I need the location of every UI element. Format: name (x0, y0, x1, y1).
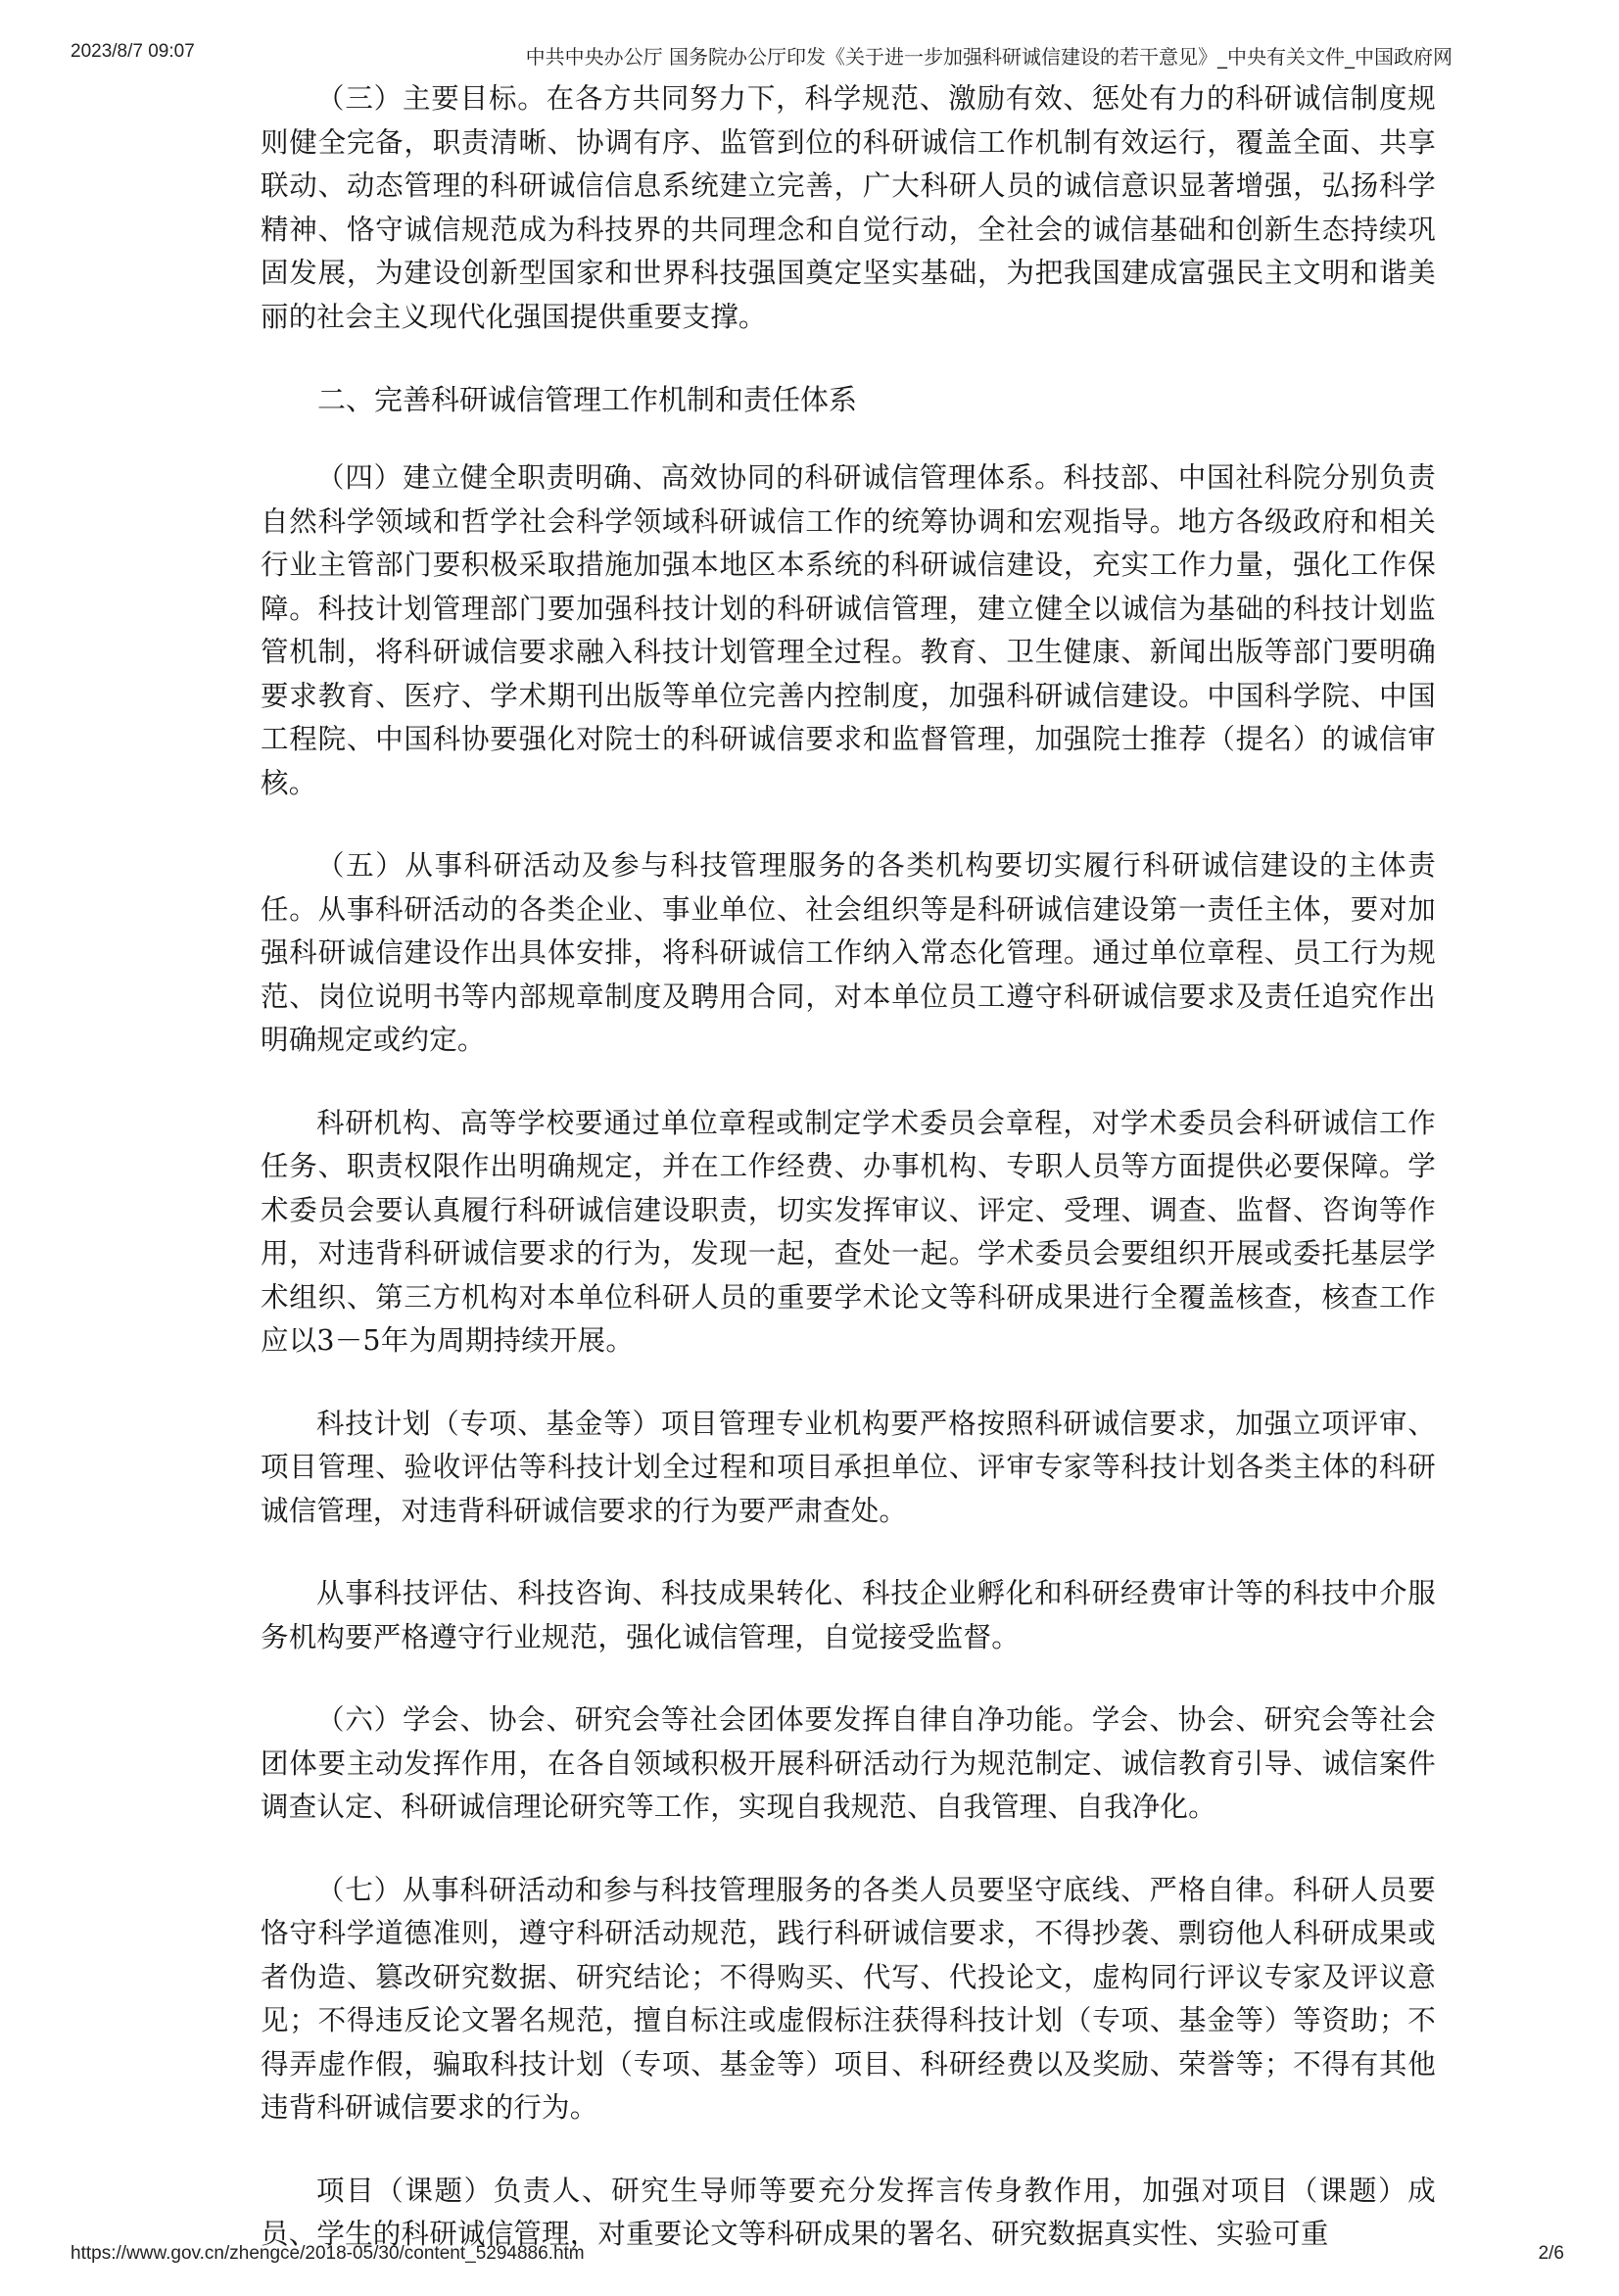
print-datetime: 2023/8/7 09:07 (71, 41, 195, 62)
paragraph-management-system: （四）建立健全职责明确、高效协同的科研诚信管理体系。科技部、中国社科院分别负责自然科学领域和哲学社会科学领域科研诚信工作的统筹协调和宏观指导。地方各级政府和相关行业主管部门要积极采取措施加强本地区本系统的科研诚信建设，充实工作力量，强化工作保障。科技计划管理部门要加强科技计划的科研诚信管理，建立健全以诚信为基础的科技计划监管机制，将科研诚信要求融入科技计划管理全过程。教育、卫生健康、新闻出版等部门要明确要求教育、医疗、学术期刊出版等单位完善内控制度，加强科研诚信建设。中国科学院、中国工程院、中国科协要强化对院士的科研诚信要求和监督管理，加强院士推荐（提名）的诚信审核。 (261, 461, 1436, 799)
section-heading: 二、完善科研诚信管理工作机制和责任体系 (317, 383, 858, 416)
article-body (261, 77, 1436, 2296)
paragraph-project-leaders: 项目（课题）负责人、研究生导师等要充分发挥言传身教作用，加强对项目（课题）成员、学生的科研诚信管理，对重要论文等科研成果的署名、研究数据真实性、实验可重 (261, 2174, 1436, 2250)
paragraph-intermediary-services: 从事科技评估、科技咨询、科技成果转化、科技企业孵化和科研经费审计等的科技中介服务机构要严格遵守行业规范，强化诚信管理，自觉接受监督。 (261, 1577, 1436, 1653)
page-number: 2/6 (1538, 2243, 1564, 2264)
print-page-title: 中共中央办公厅 国务院办公厅印发《关于进一步加强科研诚信建设的若干意见》_中央有关文件_中国政府网 (525, 45, 1452, 69)
print-url: https://www.gov.cn/zhengce/2018-05/30/content_5294886.htm (71, 2243, 585, 2264)
paragraph-academic-committee: 科研机构、高等学校要通过单位章程或制定学术委员会章程，对学术委员会科研诚信工作任务、职责权限作出明确规定，并在工作经费、办事机构、专职人员等方面提供必要保障。学术委员会要认真履行科研诚信建设职责，切实发挥审议、评定、受理、调查、监督、咨询等作用，对违背科研诚信要求的行为，发现一起，查处一起。学术委员会要组织开展或委托基层学术组织、第三方机构对本单位科研人员的重要学术论文等科研成果进行全覆盖核查，核查工作应以3－5年为周期持续开展。 (261, 1106, 1436, 1357)
paragraph-institution-responsibility: （五）从事科研活动及参与科技管理服务的各类机构要切实履行科研诚信建设的主体责任。从事科研活动的各类企业、事业单位、社会组织等是科研诚信建设第一责任主体，要对加强科研诚信建设作出具体安排，将科研诚信工作纳入常态化管理。通过单位章程、员工行为规范、岗位说明书等内部规章制度及聘用合同，对本单位员工遵守科研诚信要求及责任追究作出明确规定或约定。 (261, 849, 1436, 1056)
paragraph-personnel-discipline: （七）从事科研活动和参与科技管理服务的各类人员要坚守底线、严格自律。科研人员要恪守科学道德准则，遵守科研活动规范，践行科研诚信要求，不得抄袭、剽窃他人科研成果或者伪造、篡改研究数据、研究结论；不得购买、代写、代投论文，虚构同行评议专家及评议意见；不得违反论文署名规范，擅自标注或虚假标注获得科技计划（专项、基金等）等资助；不得弄虚作假，骗取科技计划（专项、基金等）项目、科研经费以及奖励、荣誉等；不得有其他违背科研诚信要求的行为。 (261, 1873, 1436, 2124)
paragraph-main-goals: （三）主要目标。在各方共同努力下，科学规范、激励有效、惩处有力的科研诚信制度规则健全完备，职责清晰、协调有序、监管到位的科研诚信工作机制有效运行，覆盖全面、共享联动、动态管理的科研诚信信息系统建立完善，广大科研人员的诚信意识显著增强，弘扬科学精神、恪守诚信规范成为科技界的共同理念和自觉行动，全社会的诚信基础和创新生态持续巩固发展，为建设创新型国家和世界科技强国奠定坚实基础，为把我国建成富强民主文明和谐美丽的社会主义现代化强国提供重要支撑。 (261, 82, 1436, 333)
paragraph-social-organizations: （六）学会、协会、研究会等社会团体要发挥自律自净功能。学会、协会、研究会等社会团体要主动发挥作用，在各自领域积极开展科研活动行为规范制定、诚信教育引导、诚信案件调查认定、科研诚信理论研究等工作，实现自我规范、自我管理、自我净化。 (261, 1703, 1436, 1823)
paragraph-project-management: 科技计划（专项、基金等）项目管理专业机构要严格按照科研诚信要求，加强立项评审、项目管理、验收评估等科技计划全过程和项目承担单位、评审专家等科技计划各类主体的科研诚信管理，对违背科研诚信要求的行为要严肃查处。 (261, 1407, 1436, 1527)
